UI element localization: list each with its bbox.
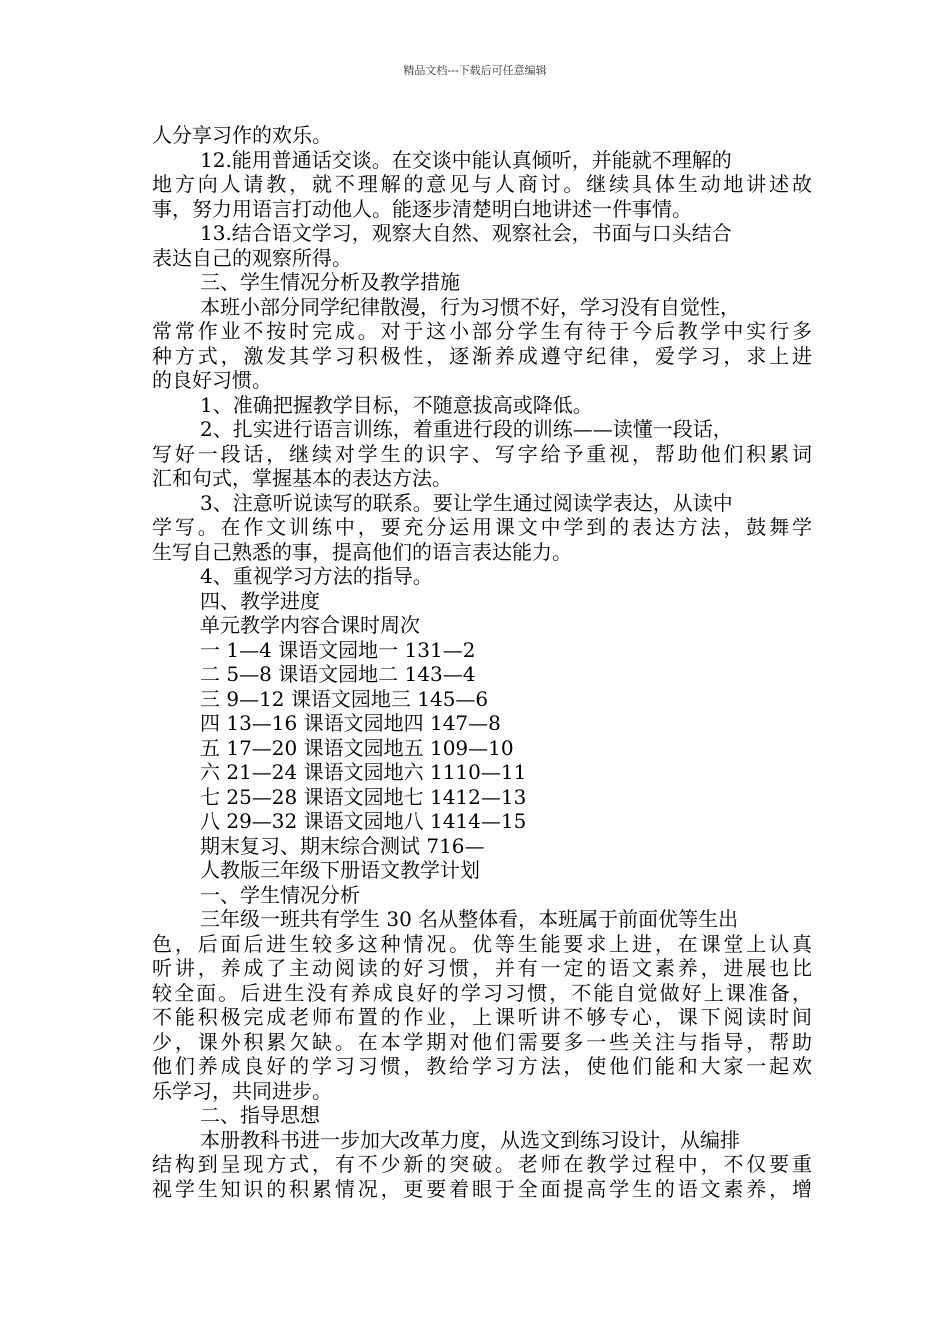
text-line: 地方向人请教，就不理解的意见与人商讨。继续具体生动地讲述故 <box>152 172 812 196</box>
text-line: 12.能用普通话交谈。在交谈中能认真倾听，并能就不理解的 <box>200 147 732 172</box>
section-heading: 二、指导思想 <box>200 1103 320 1127</box>
schedule-row: 一 1—4 课语文园地一 131—2 <box>200 637 476 662</box>
text-line: 少，课外积累欠缺。在本学期对他们需要多一些关注与指导，帮助 <box>152 1029 812 1054</box>
text-line: 不能积极完成老师布置的作业，上课听讲不够专心，课下阅读时间 <box>152 1005 812 1029</box>
page-header: 精品文档---下载后可任意编辑 <box>403 64 547 77</box>
text-line: 表达自己的观察所得。 <box>152 245 352 270</box>
text-line: 本册教科书进一步加大改革力度，从选文到练习设计，从编排 <box>200 1127 740 1152</box>
document-title: 人教版三年级下册语文教学计划 <box>200 858 480 882</box>
document-body <box>152 123 812 1201</box>
schedule-row: 八 29—32 课语文园地八 1414—15 <box>200 809 527 833</box>
text-line: 学写。在作文训练中，要充分运用课文中学到的表达方法，鼓舞学 <box>152 515 812 539</box>
text-line: 本班小部分同学纪律散漫，行为习惯不好，学习没有自觉性， <box>200 294 740 319</box>
text-line: 2、扎实进行语言训练，着重进行段的训练——读懂一段话， <box>200 417 733 441</box>
section-heading: 一、学生情况分析 <box>200 882 360 907</box>
text-line: 视学生知识的积累情况，更要着眼于全面提高学生的语文素养，增 <box>152 1176 812 1201</box>
text-line: 的良好习惯。 <box>152 368 272 392</box>
text-line: 色，后面后进生较多这种情况。优等生能要求上进，在课堂上认真 <box>152 931 812 956</box>
text-line: 种方式，激发其学习积极性，逐渐养成遵守纪律，爱学习，求上进 <box>152 343 812 368</box>
section-heading: 四、教学进度 <box>200 588 320 613</box>
text-line: 乐学习，共同进步。 <box>152 1078 332 1103</box>
text-line: 生写自己熟悉的事，提高他们的语言表达能力。 <box>152 539 572 564</box>
text-line: 事，努力用语言打动他人。能逐步清楚明白地讲述一件事情。 <box>152 196 692 221</box>
text-line: 结构到呈现方式，有不少新的突破。老师在教学过程中，不仅要重 <box>152 1152 812 1176</box>
text-line: 4、重视学习方法的指导。 <box>200 564 433 588</box>
text-line: 1、准确把握教学目标，不随意拔高或降低。 <box>200 392 593 417</box>
schedule-row: 三 9—12 课语文园地三 145—6 <box>200 686 489 711</box>
schedule-header: 单元教学内容合课时周次 <box>200 613 420 637</box>
schedule-row: 期末复习、期末综合测试 716— <box>200 833 485 858</box>
text-line: 13.结合语文学习，观察大自然、观察社会，书面与口头结合 <box>200 221 732 245</box>
text-line: 3、注意听说读写的联系。要让学生通过阅读学表达，从读中 <box>200 490 733 515</box>
schedule-row: 七 25—28 课语文园地七 1412—13 <box>200 784 527 809</box>
section-heading: 三、学生情况分析及教学措施 <box>200 270 460 294</box>
schedule-row: 六 21—24 课语文园地六 1110—11 <box>200 760 527 784</box>
schedule-row: 二 5—8 课语文园地二 143—4 <box>200 662 476 686</box>
text-line: 三年级一班共有学生 30 名从整体看，本班属于前面优等生出 <box>200 907 739 931</box>
text-line: 较全面。后进生没有养成良好的学习习惯，不能自觉做好上课准备， <box>152 980 812 1005</box>
text-line: 写好一段话，继续对学生的识字、写字给予重视，帮助他们积累词 <box>152 441 812 466</box>
text-line: 他们养成良好的学习习惯，教给学习方法，使他们能和大家一起欢 <box>152 1054 812 1078</box>
text-line: 汇和句式，掌握基本的表达方法。 <box>152 466 452 490</box>
text-line: 听讲，养成了主动阅读的好习惯，并有一定的语文素养，进展也比 <box>152 956 812 980</box>
schedule-row: 五 17—20 课语文园地五 109—10 <box>200 735 514 760</box>
schedule-row: 四 13—16 课语文园地四 147—8 <box>200 711 501 735</box>
text-line: 常常作业不按时完成。对于这小部分学生有待于今后教学中实行多 <box>152 319 812 343</box>
text-line: 人分享习作的欢乐。 <box>152 123 332 147</box>
